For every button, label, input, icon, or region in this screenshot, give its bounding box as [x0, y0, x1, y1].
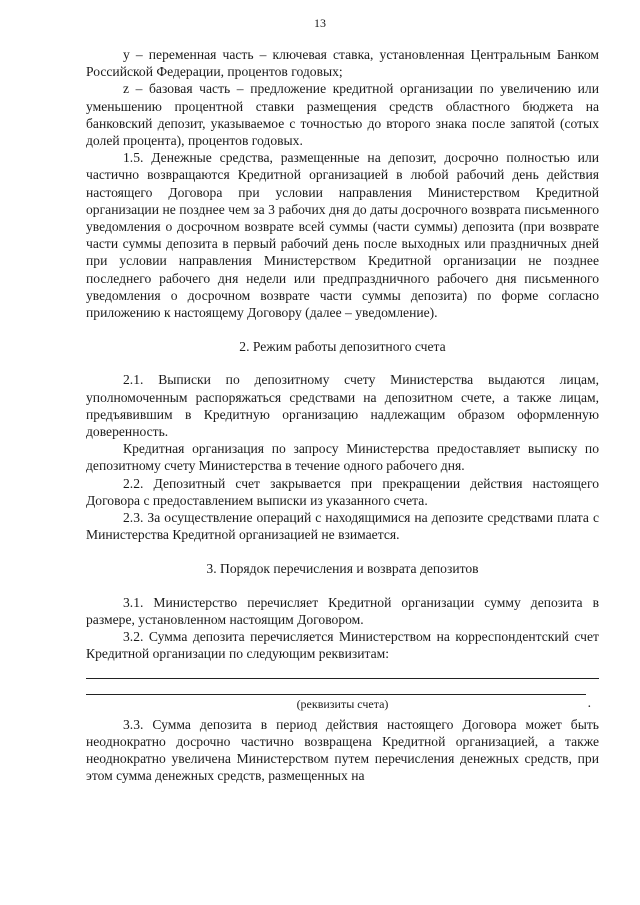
section-3-heading: 3. Порядок перечисления и возврата депозитов: [206, 561, 479, 577]
paragraph-2-1: 2.1. Выписки по депозитному счету Министерства выдаются лицам, уполномоченным распоряжаться средствами на депозитном счете, а также лицам, предъявившим в Кредитную организацию надлежащим образом оформленную доверенность.: [86, 372, 599, 440]
paragraph-2-2: 2.2. Депозитный счет закрывается при прекращении действия настоящего Договора с предоставлением выписки из указанного счета.: [86, 475, 599, 508]
document-body: [86, 46, 599, 784]
requisites-line-end: .: [587, 694, 591, 710]
page-number: 13: [314, 16, 326, 30]
paragraph-z: z – базовая часть – предложение кредитной организации по увеличению или уменьшению процентной ставки размещения средств областного бюджета на банковский депозит, указываемое с точностью до второго знака после запятой (сотых долей процента), процентов годовых.: [86, 81, 599, 149]
paragraph-3-1: 3.1. Министерство перечисляет Кредитной организации сумму депозита в размере, установленном настоящим Договором.: [86, 594, 599, 627]
paragraph-3-2: 3.2. Сумма депозита перечисляется Министерством на корреспондентский счет Кредитной организации по следующим реквизитам:: [86, 629, 599, 662]
requisites-blank-line-1: [86, 678, 599, 679]
paragraph-2-1-b: Кредитная организация по запросу Министерства предоставляет выписку по депозитному счету Министерства в течение одного рабочего дня.: [86, 441, 599, 474]
requisites-caption: (реквизиты счета): [296, 696, 389, 711]
paragraph-1-5: 1.5. Денежные средства, размещенные на депозит, досрочно полностью или частично возвращаются Кредитной организацией в любой рабочий день действия настоящего Договора при условии направления Министерством Кредитной организации не позднее чем за 3 рабочих дня до даты досрочного возврата письменного уведомления о досрочном возврате всей суммы (части суммы) депозита (при возврате части суммы депозита в первый рабочий день после выходных или праздничных дней при условии направления Министерством Кредитной организации не позднее последнего рабочего дня недели или предпраздничного рабочего дня письменного уведомления о досрочном возврате части суммы депозита) по форме согласно приложению к настоящему Договору (далее – уведомление).: [86, 150, 599, 321]
section-2-heading: 2. Режим работы депозитного счета: [239, 339, 446, 355]
paragraph-y: y – переменная часть – ключевая ставка, установленная Центральным Банком Российской Федерации, процентов годовых;: [86, 47, 599, 80]
requisites-blank-line-2: [86, 694, 586, 695]
paragraph-2-3: 2.3. За осуществление операций с находящимися на депозите средствами плата с Министерства Кредитной организацией не взимается.: [86, 510, 599, 543]
paragraph-3-3: 3.3. Сумма депозита в период действия настоящего Договора может быть неоднократно досрочно частично возвращена Кредитной организацией, а также неоднократно увеличена Министерством путем перечисления денежных средств, при этом сумма денежных средств, размещенных на: [86, 716, 599, 784]
